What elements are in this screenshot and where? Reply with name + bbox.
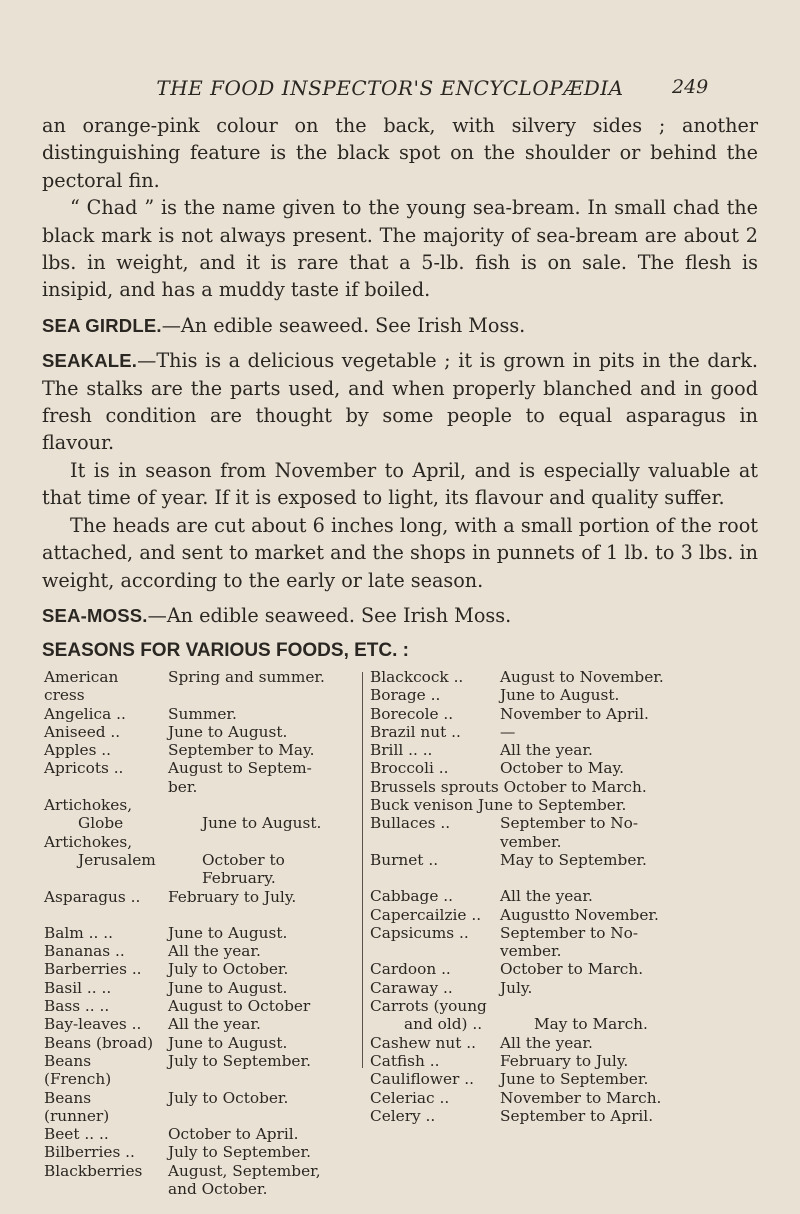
- food-name: Aniseed ..: [44, 723, 158, 741]
- food-name: Basil .. ..: [44, 979, 158, 997]
- entry-seakale: [42, 347, 758, 457]
- table-row: [370, 924, 760, 942]
- food-season: September to May.: [168, 741, 315, 760]
- entry-text: —An edible seaweed. See Irish Moss.: [147, 603, 512, 627]
- table-row: [44, 888, 352, 906]
- food-name: and old) ..: [370, 1015, 524, 1033]
- food-name: Jerusalem: [78, 850, 156, 869]
- entry-text: —An edible seaweed. See Irish Moss.: [161, 313, 526, 337]
- table-row: [370, 1107, 760, 1125]
- food-season: August to November.: [500, 668, 664, 686]
- entry-term: SEA-MOSS.: [42, 604, 148, 626]
- paragraph: “ Chad ” is the name given to the young sea-bream. In small chad the black mark is not always present. The majority of sea-bream are about 2 lbs. in weight, and it is rare that a 5-lb. fish is on sale. The flesh is insipid, and has a muddy taste if boiled.: [42, 196, 758, 302]
- table-row: [370, 906, 760, 924]
- food-name: Asparagus ..: [44, 888, 158, 906]
- food-name: Blackcock ..: [370, 668, 490, 686]
- food-season: May to March.: [534, 1015, 648, 1034]
- food-season: and October.: [168, 1180, 268, 1199]
- food-season: Summer.: [168, 704, 237, 723]
- table-row: [370, 705, 760, 723]
- entry-term: SEAKALE.: [42, 350, 138, 372]
- food-season: [158, 833, 352, 851]
- food-season: All the year.: [168, 942, 261, 961]
- food-name: Cashew nut ..: [370, 1034, 490, 1052]
- food-season: —: [500, 722, 516, 741]
- table-row: [44, 1162, 352, 1180]
- food-season: October to March.: [500, 960, 644, 979]
- food-season: August, September,: [168, 1161, 321, 1180]
- food-season: June to August.: [168, 722, 288, 741]
- table-row: [44, 1015, 352, 1033]
- food-season: October to April.: [168, 1125, 299, 1144]
- food-name: [44, 1180, 158, 1198]
- table-row: [370, 814, 760, 832]
- food-name: Cabbage ..: [370, 887, 490, 905]
- table-row: [370, 997, 760, 1015]
- table-row: [370, 759, 760, 777]
- food-season: February to July.: [168, 887, 297, 906]
- table-row: [370, 686, 760, 704]
- entry-term: SEA GIRDLE.: [42, 314, 162, 336]
- food-season: June to August.: [168, 978, 288, 997]
- food-name: Globe: [78, 814, 124, 833]
- table-row: [44, 997, 352, 1015]
- table-row: [370, 1089, 760, 1107]
- entry-sea-moss: [42, 602, 758, 629]
- food-season: All the year.: [500, 741, 593, 760]
- food-season: June to August.: [168, 923, 288, 942]
- table-row: [370, 668, 760, 686]
- running-header: THE FOOD INSPECTOR'S ENCYCLOPÆDIA: [156, 76, 624, 100]
- food-name: Catfish ..: [370, 1052, 490, 1070]
- section-title: SEASONS FOR VARIOUS FOODS, ETC. :: [42, 640, 410, 662]
- table-row: [44, 924, 352, 942]
- food-name: Celeriac ..: [370, 1089, 490, 1107]
- food-name: Bananas ..: [44, 942, 158, 960]
- food-name: Borage ..: [370, 686, 490, 704]
- left-column: [44, 668, 352, 1198]
- table-row: [44, 796, 352, 814]
- row-text: Carrots (young: [370, 997, 487, 1016]
- food-season: ber.: [168, 777, 198, 796]
- food-season: [158, 796, 352, 814]
- food-season: November to April.: [500, 704, 649, 723]
- food-season: July to September.: [168, 1143, 311, 1162]
- table-row: [44, 1180, 352, 1198]
- food-name: [370, 942, 490, 960]
- food-season: October to February.: [202, 850, 285, 888]
- table-row: [370, 1015, 760, 1033]
- table-row: [44, 759, 352, 777]
- table-row: [44, 814, 352, 832]
- table-row: [370, 796, 760, 814]
- food-name: Burnet ..: [370, 851, 490, 869]
- food-season: June to August.: [500, 686, 620, 705]
- table-row: [370, 833, 760, 851]
- food-name: Beans (broad): [44, 1033, 154, 1052]
- table-row: [44, 833, 352, 851]
- food-season: All the year.: [168, 1015, 261, 1034]
- table-row: [44, 741, 352, 759]
- food-name: American cress: [44, 668, 119, 705]
- food-name: Beans (French): [44, 1051, 112, 1089]
- food-name: Cauliflower ..: [370, 1070, 490, 1088]
- food-name: Artichokes,: [44, 832, 133, 851]
- food-season: August to October: [168, 997, 311, 1016]
- food-season: September to No-: [500, 923, 639, 942]
- food-season: June to August.: [202, 814, 322, 833]
- body-text: [42, 112, 758, 665]
- food-season: November to March.: [500, 1088, 662, 1107]
- food-name: Cardoon ..: [370, 960, 490, 978]
- table-row: [44, 1034, 352, 1052]
- food-name: Apricots ..: [44, 759, 158, 777]
- table-row: [370, 723, 760, 741]
- food-name: Apples ..: [44, 741, 158, 759]
- paragraph: an orange-pink colour on the back, with silvery sides ; another distinguishing feature is the black spot on the shoulder or behind the pectoral fin.: [42, 114, 758, 192]
- column-divider: [362, 672, 363, 1068]
- seasons-table: [44, 668, 760, 1199]
- table-row: [44, 1089, 352, 1126]
- food-name: Bass .. ..: [44, 997, 158, 1015]
- food-name: [44, 778, 158, 796]
- right-column: [370, 668, 760, 1125]
- table-row: [370, 1034, 760, 1052]
- paragraph: It is in season from November to April, and is especially valuable at that time of year. If it is exposed to light, its flavour and quality suffer.: [42, 458, 758, 510]
- page-number: 249: [672, 76, 709, 98]
- food-name: Broccoli ..: [370, 759, 490, 777]
- table-row: [44, 778, 352, 796]
- food-season: July to September.: [168, 1051, 311, 1070]
- food-season: July to October.: [168, 960, 289, 979]
- food-season: All the year.: [500, 887, 593, 906]
- food-season: All the year.: [500, 1033, 593, 1052]
- food-season: September to No-: [500, 814, 639, 833]
- food-season: October to May.: [500, 759, 624, 778]
- table-row: [44, 1125, 352, 1143]
- table-row: [370, 1052, 760, 1070]
- table-row: [370, 979, 760, 997]
- table-row: [370, 887, 760, 905]
- food-season: July.: [500, 978, 533, 997]
- food-season: vember.: [500, 942, 562, 961]
- table-row: [370, 1070, 760, 1088]
- paragraph: The heads are cut about 6 inches long, with a small portion of the root attached, and sent to market and the shops in punnets of 1 lb. to 3 lbs. in weight, according to the early or late season.: [42, 513, 758, 592]
- table-row: [370, 851, 760, 869]
- table-row: [44, 979, 352, 997]
- table-row: [370, 778, 760, 796]
- food-season: August to Septem-: [168, 759, 312, 778]
- food-season: vember.: [500, 832, 562, 851]
- food-name: Beet .. ..: [44, 1125, 158, 1143]
- entry-sea-girdle: [42, 312, 758, 339]
- food-season: June to August.: [168, 1033, 288, 1052]
- row-text: Brussels sprouts October to March.: [370, 777, 647, 796]
- table-row: [44, 705, 352, 723]
- food-name: Capercailzie ..: [370, 906, 490, 924]
- food-name: Bay-leaves ..: [44, 1015, 158, 1033]
- food-name: Celery ..: [370, 1107, 490, 1125]
- table-row: [44, 942, 352, 960]
- food-name: Borecole ..: [370, 705, 490, 723]
- table-row: [44, 851, 352, 888]
- food-name: Capsicums ..: [370, 924, 490, 942]
- food-name: Blackberries: [44, 1161, 143, 1180]
- food-season: May to September.: [500, 850, 647, 869]
- table-row: [370, 741, 760, 759]
- table-row: [44, 960, 352, 978]
- table-row: [44, 1052, 352, 1089]
- entry-text: —This is a delicious vegetable ; it is grown in pits in the dark. The stalks are the parts used, and when properly blanched and in good fresh condition are thought by some people to equal asparagus in flavour.: [42, 349, 758, 455]
- food-name: Barberries ..: [44, 960, 158, 978]
- table-row: [44, 668, 352, 705]
- food-season: Spring and summer.: [168, 668, 325, 686]
- row-text: Buck venison June to September.: [370, 796, 627, 815]
- table-row: [370, 942, 760, 960]
- food-name: Bullaces ..: [370, 814, 490, 832]
- food-name: Balm .. ..: [44, 924, 158, 942]
- food-name: Brazil nut ..: [370, 723, 490, 741]
- food-season: Augustto November.: [500, 905, 659, 924]
- food-name: [370, 833, 490, 851]
- food-name: Caraway ..: [370, 979, 490, 997]
- table-row: [44, 723, 352, 741]
- food-name: Brill .. ..: [370, 741, 490, 759]
- food-name: Beans (runner): [44, 1088, 110, 1125]
- food-season: July to October.: [168, 1088, 289, 1107]
- food-season: September to April.: [500, 1106, 654, 1125]
- food-name: Artichokes,: [44, 796, 133, 815]
- food-name: Angelica ..: [44, 705, 158, 723]
- table-row: [370, 960, 760, 978]
- table-row: [44, 1143, 352, 1161]
- food-name: Bilberries ..: [44, 1143, 158, 1161]
- food-season: June to September.: [500, 1070, 649, 1089]
- food-season: February to July.: [500, 1051, 629, 1070]
